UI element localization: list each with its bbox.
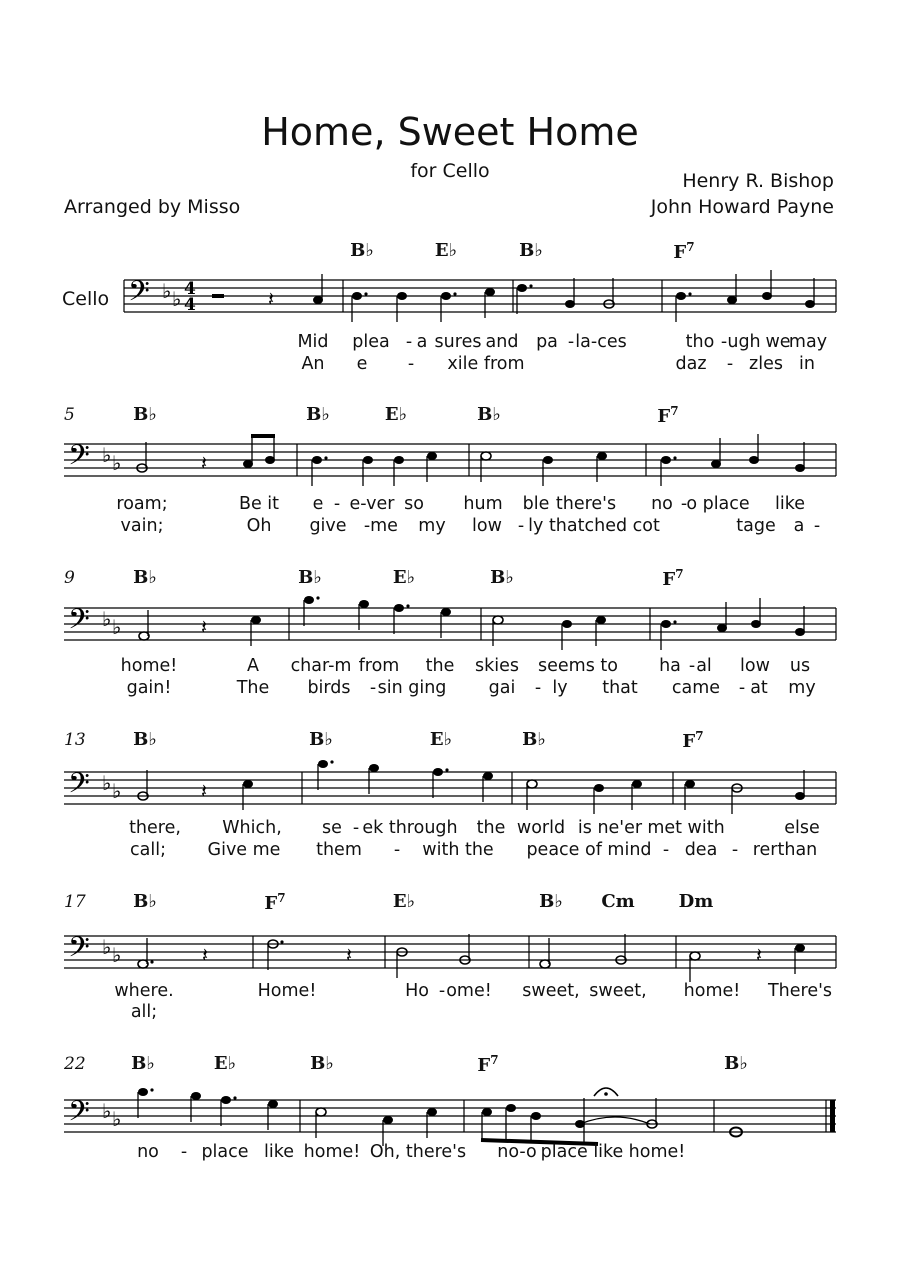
lyric-verse-1: o place bbox=[686, 494, 750, 514]
lyric-verse-1: Home! bbox=[257, 981, 317, 1001]
lyric-verse-2: at bbox=[750, 678, 768, 698]
lyric-verse-2: a bbox=[793, 516, 805, 536]
lyric-verse-1: world bbox=[516, 818, 566, 838]
lyric-verse-2: peace of mind bbox=[526, 840, 652, 860]
staff-system-2 bbox=[0, 412, 900, 502]
lyric-verse-2: - bbox=[517, 516, 525, 536]
chord-symbol: E♭ bbox=[392, 567, 416, 588]
lyric-verse-1: we bbox=[765, 332, 791, 352]
lyric-verse-1: is ne'er bbox=[577, 818, 643, 838]
lyric-verse-2: Give me bbox=[207, 840, 281, 860]
lyric-verse-2: my bbox=[418, 516, 446, 536]
lyric-verse-2: - bbox=[369, 678, 377, 698]
lyric-verse-1: roam; bbox=[116, 494, 168, 514]
svg-text:𝄢: 𝄢 bbox=[68, 1095, 90, 1135]
chord-symbol: $F^7$ bbox=[477, 1053, 499, 1076]
lyric-verse-1: plea bbox=[352, 332, 390, 352]
lyric-verse-1: - bbox=[680, 494, 688, 514]
lyric-verse-2: gai bbox=[488, 678, 516, 698]
lyric-verse-1: Oh, there's bbox=[369, 1142, 467, 1162]
chord-symbol: B♭ bbox=[309, 729, 333, 750]
lyric-verse-2: my bbox=[788, 678, 816, 698]
measure-number: 9 bbox=[64, 568, 75, 588]
lyric-verse-1: al bbox=[696, 656, 712, 676]
lyric-verse-1: char-m bbox=[290, 656, 352, 676]
lyric-verse-1: sweet, bbox=[589, 981, 647, 1001]
arranger: Arranged by Misso bbox=[64, 196, 241, 218]
chord-symbol: E♭ bbox=[434, 240, 458, 261]
measure-number: 22 bbox=[64, 1054, 86, 1074]
lyric-verse-2: came bbox=[671, 678, 721, 698]
lyric-verse-1: no-o bbox=[497, 1142, 537, 1162]
lyric-verse-2: low bbox=[472, 516, 502, 536]
lyric-verse-1: ugh bbox=[727, 332, 761, 352]
svg-text:𝄢: 𝄢 bbox=[68, 931, 90, 971]
lyric-verse-1: e-ver bbox=[349, 494, 395, 514]
measure-number: 5 bbox=[64, 405, 75, 425]
lyric-verse-1: skies bbox=[475, 656, 519, 676]
lyric-verse-1: place like bbox=[540, 1142, 624, 1162]
lyric-verse-1: place bbox=[201, 1142, 249, 1162]
svg-text:♭: ♭ bbox=[102, 773, 112, 795]
staff-system-3 bbox=[0, 576, 900, 666]
svg-text:𝄽: 𝄽 bbox=[201, 453, 208, 475]
svg-text:♭: ♭ bbox=[112, 453, 122, 475]
lyric-verse-2: - bbox=[738, 678, 746, 698]
lyric-verse-1: - bbox=[180, 1142, 188, 1162]
lyric-verse-1: se bbox=[322, 818, 342, 838]
lyric-verse-1: the bbox=[476, 818, 506, 838]
lyric-verse-2: The bbox=[236, 678, 270, 698]
lyric-verse-2: in bbox=[799, 354, 815, 374]
lyric-verse-1: e bbox=[312, 494, 324, 514]
lyric-verse-2: dea bbox=[684, 840, 718, 860]
chord-symbol: B♭ bbox=[133, 567, 157, 588]
lyric-verse-1: home! bbox=[120, 656, 178, 676]
chord-symbol: $F^7$ bbox=[682, 729, 704, 752]
composer: Henry R. Bishop bbox=[682, 170, 834, 192]
chord-symbol: $F^7$ bbox=[657, 404, 679, 427]
svg-text:𝄽: 𝄽 bbox=[201, 781, 208, 803]
lyric-verse-1: tho bbox=[685, 332, 715, 352]
chord-symbol: B♭ bbox=[519, 240, 543, 261]
lyric-verse-2: call; bbox=[130, 840, 166, 860]
lyric-verse-2: all; bbox=[130, 1002, 158, 1022]
lyric-verse-1: home! bbox=[303, 1142, 361, 1162]
lyric-verse-1: may bbox=[788, 332, 828, 352]
lyric-verse-2: gain! bbox=[126, 678, 172, 698]
lyric-verse-2: An bbox=[301, 354, 325, 374]
lyric-verse-1: home! bbox=[683, 981, 741, 1001]
lyric-verse-1: no bbox=[137, 1142, 159, 1162]
svg-text:♭: ♭ bbox=[102, 1101, 112, 1123]
svg-text:𝄢: 𝄢 bbox=[68, 439, 90, 479]
lyric-verse-2: ly bbox=[552, 678, 568, 698]
svg-text:𝄽: 𝄽 bbox=[346, 945, 353, 967]
lyric-verse-1: hum bbox=[463, 494, 503, 514]
lyric-verse-2: - bbox=[813, 516, 821, 536]
chord-symbol: B♭ bbox=[490, 567, 514, 588]
svg-text:♭: ♭ bbox=[172, 289, 182, 311]
lyric-verse-1: ha bbox=[659, 656, 681, 676]
lyric-verse-2: - bbox=[363, 516, 371, 536]
lyric-verse-1: sures bbox=[434, 332, 482, 352]
chord-symbol: E♭ bbox=[429, 729, 453, 750]
lyric-verse-2: - bbox=[731, 840, 739, 860]
chord-symbol: B♭ bbox=[131, 1053, 155, 1074]
lyric-verse-2: me bbox=[370, 516, 398, 536]
lyric-verse-1: A bbox=[247, 656, 259, 676]
lyric-verse-1: else bbox=[784, 818, 820, 838]
lyric-verse-1: la-ces bbox=[575, 332, 627, 352]
svg-text:𝄽: 𝄽 bbox=[268, 289, 275, 311]
lyric-verse-1: - bbox=[688, 656, 696, 676]
lyric-verse-2: - bbox=[662, 840, 670, 860]
measure-number: 13 bbox=[64, 730, 86, 750]
lyric-verse-2: - bbox=[534, 678, 542, 698]
lyric-verse-1: low bbox=[740, 656, 770, 676]
page-title: Home, Sweet Home bbox=[261, 110, 639, 154]
lyric-verse-2: birds bbox=[307, 678, 351, 698]
chord-symbol: $F^7$ bbox=[673, 240, 695, 263]
lyric-verse-2: - bbox=[407, 354, 415, 374]
lyric-verse-1: met with bbox=[647, 818, 725, 838]
svg-text:𝄽: 𝄽 bbox=[756, 945, 763, 967]
lyric-verse-1: from bbox=[358, 656, 400, 676]
svg-text:♭: ♭ bbox=[162, 281, 172, 303]
svg-text:4: 4 bbox=[184, 295, 196, 315]
svg-text:♭: ♭ bbox=[102, 445, 112, 467]
chord-symbol: E♭ bbox=[392, 891, 416, 912]
svg-text:♭: ♭ bbox=[112, 617, 122, 639]
svg-text:♭: ♭ bbox=[112, 945, 122, 967]
lyric-verse-2: sin ging bbox=[377, 678, 447, 698]
chord-symbol: B♭ bbox=[724, 1053, 748, 1074]
lyric-verse-2: - bbox=[393, 840, 401, 860]
lyric-verse-1: - bbox=[405, 332, 413, 352]
lyric-verse-2: vain; bbox=[120, 516, 164, 536]
lyric-verse-1: and bbox=[485, 332, 519, 352]
lyric-verse-2: them bbox=[316, 840, 362, 860]
chord-symbol: B♭ bbox=[477, 404, 501, 425]
lyric-verse-2: rerthan bbox=[752, 840, 818, 860]
chord-symbol: B♭ bbox=[133, 729, 157, 750]
lyric-verse-1: - bbox=[438, 981, 446, 1001]
svg-text:𝄢: 𝄢 bbox=[68, 767, 90, 807]
staff-system-1 bbox=[0, 248, 900, 338]
chord-symbol: B♭ bbox=[306, 404, 330, 425]
chord-symbol: Cm bbox=[601, 891, 635, 912]
lyric-verse-1: Which, bbox=[222, 818, 282, 838]
lyric-verse-1: home! bbox=[628, 1142, 686, 1162]
lyric-verse-1: Mid bbox=[297, 332, 329, 352]
lyric-verse-2: - bbox=[726, 354, 734, 374]
chord-symbol: $F^7$ bbox=[264, 891, 286, 914]
lyric-verse-2: tage bbox=[736, 516, 776, 536]
chord-symbol: E♭ bbox=[384, 404, 408, 425]
lyric-verse-1: us bbox=[789, 656, 811, 676]
svg-text:𝄢: 𝄢 bbox=[68, 603, 90, 643]
lyric-verse-1: - bbox=[567, 332, 575, 352]
svg-text:𝄽: 𝄽 bbox=[201, 617, 208, 639]
lyric-verse-1: pa bbox=[536, 332, 558, 352]
chord-symbol: Dm bbox=[678, 891, 714, 912]
lyric-verse-1: sweet, bbox=[522, 981, 580, 1001]
lyric-verse-1: the bbox=[425, 656, 455, 676]
lyric-verse-1: Ho bbox=[405, 981, 429, 1001]
chord-symbol: B♭ bbox=[350, 240, 374, 261]
lyric-verse-2: that bbox=[602, 678, 638, 698]
lyric-verse-1: - bbox=[352, 818, 360, 838]
lyric-verse-1: ome! bbox=[446, 981, 492, 1001]
lyric-verse-1: like bbox=[774, 494, 806, 514]
lyric-verse-1: there, bbox=[129, 818, 181, 838]
chord-symbol: B♭ bbox=[539, 891, 563, 912]
chord-symbol: B♭ bbox=[133, 891, 157, 912]
chord-symbol: B♭ bbox=[310, 1053, 334, 1074]
lyric-verse-1: seems to bbox=[538, 656, 618, 676]
lyric-verse-1: like bbox=[263, 1142, 295, 1162]
svg-text:𝄢: 𝄢 bbox=[128, 275, 150, 315]
lyric-verse-1: There's bbox=[767, 981, 833, 1001]
lyric-verse-1: a bbox=[416, 332, 428, 352]
instrument-label: Cello bbox=[62, 288, 110, 310]
svg-text:♭: ♭ bbox=[102, 609, 112, 631]
lyric-verse-1: ble bbox=[522, 494, 550, 514]
subtitle: for Cello bbox=[410, 160, 490, 182]
lyric-verse-1: ek through bbox=[362, 818, 458, 838]
lyric-verse-1: Be it bbox=[238, 494, 280, 514]
chord-symbol: B♭ bbox=[298, 567, 322, 588]
lyricist: John Howard Payne bbox=[650, 196, 834, 218]
svg-text:♭: ♭ bbox=[102, 937, 112, 959]
lyric-verse-2: with the bbox=[422, 840, 494, 860]
chord-symbol: B♭ bbox=[522, 729, 546, 750]
staff-system-4 bbox=[0, 740, 900, 830]
lyric-verse-2: daz bbox=[675, 354, 707, 374]
lyric-verse-2: Oh bbox=[246, 516, 272, 536]
lyric-verse-1: so bbox=[404, 494, 424, 514]
lyric-verse-2: give bbox=[309, 516, 347, 536]
lyric-verse-2: e bbox=[356, 354, 368, 374]
chord-symbol: B♭ bbox=[133, 404, 157, 425]
svg-text:♭: ♭ bbox=[112, 1109, 122, 1131]
lyric-verse-1: where. bbox=[114, 981, 174, 1001]
lyric-verse-2: ly thatched cot bbox=[528, 516, 660, 536]
lyric-verse-1: - bbox=[333, 494, 341, 514]
lyric-verse-1: no bbox=[651, 494, 673, 514]
chord-symbol: E♭ bbox=[213, 1053, 237, 1074]
svg-text:𝄽: 𝄽 bbox=[202, 945, 209, 967]
lyric-verse-1: there's bbox=[555, 494, 617, 514]
svg-text:♭: ♭ bbox=[112, 781, 122, 803]
lyric-verse-2: xile from bbox=[447, 354, 525, 374]
chord-symbol: $F^7$ bbox=[662, 567, 684, 590]
lyric-verse-1: - bbox=[720, 332, 728, 352]
lyric-verse-2: zles bbox=[749, 354, 783, 374]
svg-text:4: 4 bbox=[184, 279, 196, 299]
measure-number: 17 bbox=[64, 892, 86, 912]
